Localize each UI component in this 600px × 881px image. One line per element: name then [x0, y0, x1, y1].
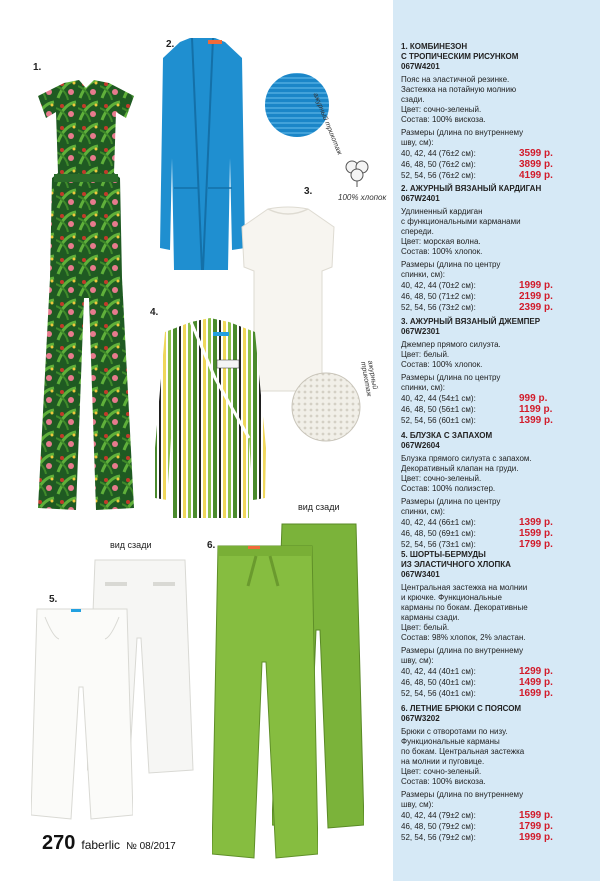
- price: 1499 р.: [519, 677, 553, 688]
- price: 1999 р.: [519, 280, 553, 291]
- figure-number-3: 3.: [304, 186, 313, 197]
- price-row: [401, 811, 597, 821]
- green-trousers-front-image: [212, 542, 318, 860]
- product-description: Пояс на эластичной резинке. Застежка на потайную молнию сзади. Цвет: сочно-зеленый. Состав: 100% вискоза.: [401, 75, 517, 124]
- product-title: 3. АЖУРНЫЙ ВЯЗАНЫЙ ДЖЕМПЕР: [401, 317, 541, 326]
- size-label: 40, 42, 44 (66±1 см):: [401, 518, 476, 527]
- product-trousers: [401, 704, 597, 843]
- back-view-label-trousers: вид сзади: [298, 502, 340, 512]
- cardigan-image: [160, 38, 245, 273]
- back-view-label-shorts: вид сзади: [110, 540, 152, 550]
- price-row: [401, 689, 597, 699]
- jumper-openwork-stamp: ажурный трикотаж: [359, 360, 379, 398]
- price: 1599 р.: [519, 528, 553, 539]
- price-row: [401, 171, 597, 181]
- tropical-jumpsuit-image: [34, 78, 139, 515]
- white-shorts-front-image: [31, 607, 133, 820]
- price: 1799 р.: [519, 539, 553, 550]
- sizes-label: Размеры (длина по внутреннему шву, см):: [401, 128, 524, 147]
- product-title: 4. БЛУЗКА С ЗАПАХОМ: [401, 431, 493, 440]
- size-label: 52, 54, 56 (73±1 см):: [401, 540, 476, 549]
- price: 1699 р.: [519, 688, 553, 699]
- price: 1399 р.: [519, 517, 553, 528]
- sizes-label: Размеры (длина по центру спинки, см):: [401, 497, 501, 516]
- size-label: 52, 54, 56 (76±2 см):: [401, 171, 476, 180]
- price-row: [401, 303, 597, 313]
- size-label: 40, 42, 44 (76±2 см):: [401, 149, 476, 158]
- price: 1199 р.: [519, 404, 553, 415]
- price-row: [401, 160, 597, 170]
- price-row: [401, 149, 597, 159]
- product-code: 067W2301: [401, 327, 440, 336]
- striped-blouse-image: [153, 318, 268, 524]
- size-label: 52, 54, 56 (73±2 см):: [401, 303, 476, 312]
- product-jumpsuit: [401, 42, 597, 181]
- product-code: 067W2604: [401, 441, 440, 450]
- price-row: [401, 833, 597, 843]
- product-description: Брюки с отворотами по низу. Функциональные карманы по бокам. Центральная застежка на молнии и пуговице. Цвет: сочно-зеленый. Состав: 100% вискоза.: [401, 727, 525, 786]
- price: 2199 р.: [519, 291, 553, 302]
- price-row: [401, 281, 597, 291]
- product-description: Удлиненный кардиган с функциональными карманами спереди. Цвет: морская волна. Состав: 100% хлопок.: [401, 207, 521, 256]
- price: 1299 р.: [519, 666, 553, 677]
- product-code: 067W2401: [401, 194, 440, 203]
- product-code: 067W3401: [401, 570, 440, 579]
- price-row: [401, 822, 597, 832]
- size-label: 40, 42, 44 (70±2 см):: [401, 281, 476, 290]
- page-footer: [42, 832, 176, 855]
- product-description: Центральная застежка на молнии и крючке. Функциональные карманы по бокам. Декоративные карманы сзади. Цвет: белый. Состав: 98% хлопок, 2% эластан.: [401, 583, 528, 642]
- product-description: Джемпер прямого силуэта. Цвет: белый. Состав: 100% хлопок.: [401, 340, 501, 369]
- size-label: 40, 42, 44 (79±2 см):: [401, 811, 476, 820]
- product-blouse: [401, 431, 597, 550]
- price: 1599 р.: [519, 810, 553, 821]
- price-row: [401, 678, 597, 688]
- price: 1399 р.: [519, 415, 553, 426]
- product-title: 1. КОМБИНЕЗОН С ТРОПИЧЕСКИМ РИСУНКОМ: [401, 42, 519, 61]
- size-label: 52, 54, 56 (79±2 см):: [401, 833, 476, 842]
- product-code: 067W4201: [401, 62, 440, 71]
- product-title: 6. ЛЕТНИЕ БРЮКИ С ПОЯСОМ: [401, 704, 522, 713]
- product-title: 5. ШОРТЫ-БЕРМУДЫ ИЗ ЭЛАСТИЧНОГО ХЛОПКА: [401, 550, 511, 569]
- figure-number-5: 5.: [49, 594, 58, 605]
- cardigan-openwork-stamp: ажурный трикотаж: [311, 92, 343, 157]
- price-row: [401, 667, 597, 677]
- price-row: [401, 292, 597, 302]
- product-description: Блузка прямого силуэта с запахом. Декоративный клапан на груди. Цвет: сочно-зеленый. Состав: 100% полиэстер.: [401, 454, 532, 493]
- product-shorts: [401, 550, 597, 699]
- product-title: 2. АЖУРНЫЙ ВЯЗАНЫЙ КАРДИГАН: [401, 184, 542, 193]
- cotton-label: 100% хлопок: [338, 193, 387, 202]
- size-label: 46, 48, 50 (79±2 см):: [401, 822, 476, 831]
- sizes-label: Размеры (длина по внутреннему шву, см):: [401, 790, 524, 809]
- size-label: 46, 48, 50 (71±2 см):: [401, 292, 476, 301]
- cotton-icon: [343, 157, 371, 187]
- price-row: [401, 416, 597, 426]
- sizes-label: Размеры (длина по центру спинки, см):: [401, 373, 501, 392]
- price: 2399 р.: [519, 302, 553, 313]
- price-row: [401, 540, 597, 550]
- price: 3599 р.: [519, 148, 553, 159]
- sizes-label: Размеры (длина по внутреннему шву, см):: [401, 646, 524, 665]
- sizes-label: Размеры (длина по центру спинки, см):: [401, 260, 501, 279]
- size-label: 52, 54, 56 (40±1 см):: [401, 689, 476, 698]
- brand-name: faberlic: [81, 838, 121, 852]
- figure-number-1: 1.: [33, 62, 42, 73]
- size-label: 40, 42, 44 (40±1 см):: [401, 667, 476, 676]
- product-jumper: [401, 317, 597, 426]
- size-label: 46, 48, 50 (40±1 см):: [401, 678, 476, 687]
- size-label: 46, 48, 50 (76±2 см):: [401, 160, 476, 169]
- figure-number-4: 4.: [150, 307, 159, 318]
- price: 999 р.: [519, 393, 548, 404]
- price-row: [401, 529, 597, 539]
- price: 1799 р.: [519, 821, 553, 832]
- price-row: [401, 394, 597, 404]
- size-label: 46, 48, 50 (56±1 см):: [401, 405, 476, 414]
- product-code: 067W3202: [401, 714, 440, 723]
- price: 1999 р.: [519, 832, 553, 843]
- product-cardigan: [401, 184, 597, 313]
- price: 4199 р.: [519, 170, 553, 181]
- price: 3899 р.: [519, 159, 553, 170]
- price-row: [401, 405, 597, 415]
- size-label: 52, 54, 56 (60±1 см):: [401, 416, 476, 425]
- figure-number-6: 6.: [207, 540, 216, 551]
- page-number: 270: [42, 832, 76, 854]
- size-label: 46, 48, 50 (69±1 см):: [401, 529, 476, 538]
- price-row: [401, 518, 597, 528]
- size-label: 40, 42, 44 (54±1 см):: [401, 394, 476, 403]
- issue-number: № 08/2017: [126, 841, 176, 852]
- figure-number-2: 2.: [166, 39, 175, 50]
- jumper-knit-swatch: [290, 371, 362, 443]
